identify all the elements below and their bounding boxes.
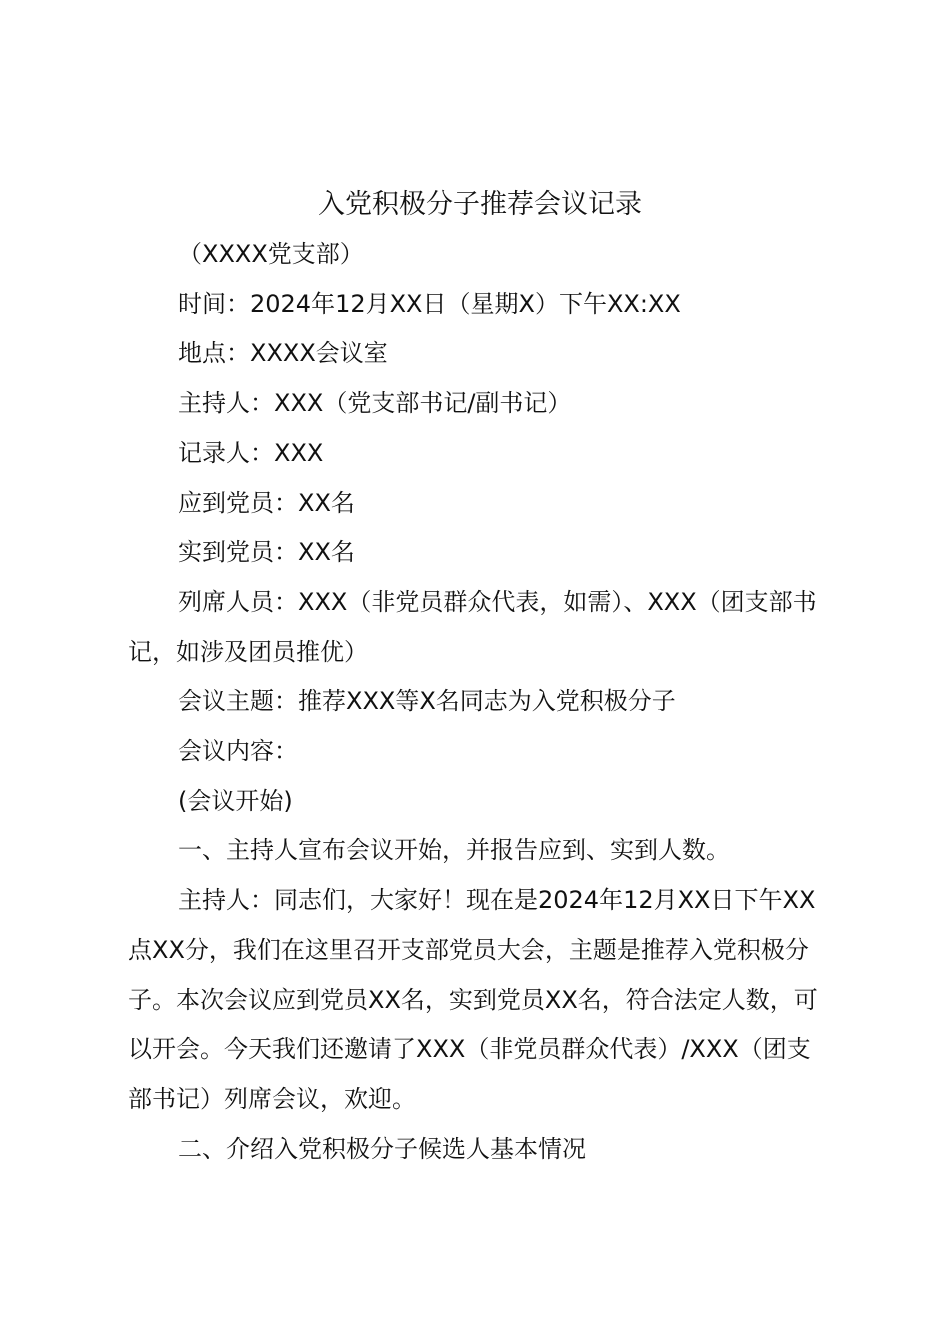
paragraph-section-one: 一、主持人宣布会议开始，并报告应到、实到人数。 <box>178 836 730 865</box>
paragraph-present-members: 实到党员：XX名 <box>178 538 355 567</box>
paragraph-time: 时间：2024年12月XX日（星期X）下午XX:XX <box>178 289 681 318</box>
paragraph-content-label: 会议内容： <box>178 737 298 766</box>
paragraph-meeting-start: (会议开始) <box>178 786 293 815</box>
paragraph-attendees: 列席人员：XXX（非党员群众代表，如需）、XXX（团支部书记，如涉及团员推优） <box>128 587 817 666</box>
document-title: 入党积极分子推荐会议记录 <box>318 189 642 220</box>
paragraph-location: 地点：XXXX会议室 <box>178 339 388 368</box>
paragraph-host-speech: 主持人：同志们，大家好！现在是2024年12月XX日下午XX点XX分，我们在这里召开支部党员大会，主题是推荐入党积极分子。本次会议应到党员XX名，实到党员XX名，符合法定人数，可以开会。今天我们还邀请了XXX（非党员群众代表）/XXX（团支部书记）列席会议，欢迎。 <box>128 886 818 1113</box>
paragraph-host: 主持人：XXX（党支部书记/副书记） <box>178 389 572 418</box>
paragraph-topic: 会议主题：推荐XXX等X名同志为入党积极分子 <box>178 687 676 716</box>
paragraph-recorder: 记录人：XXX <box>178 438 324 467</box>
paragraph-section-two: 二、介绍入党积极分子候选人基本情况 <box>178 1134 586 1163</box>
document-body <box>128 230 833 1174</box>
paragraph-branch: （XXXX党支部） <box>178 240 364 268</box>
paragraph-expected-members: 应到党员：XX名 <box>178 488 355 517</box>
